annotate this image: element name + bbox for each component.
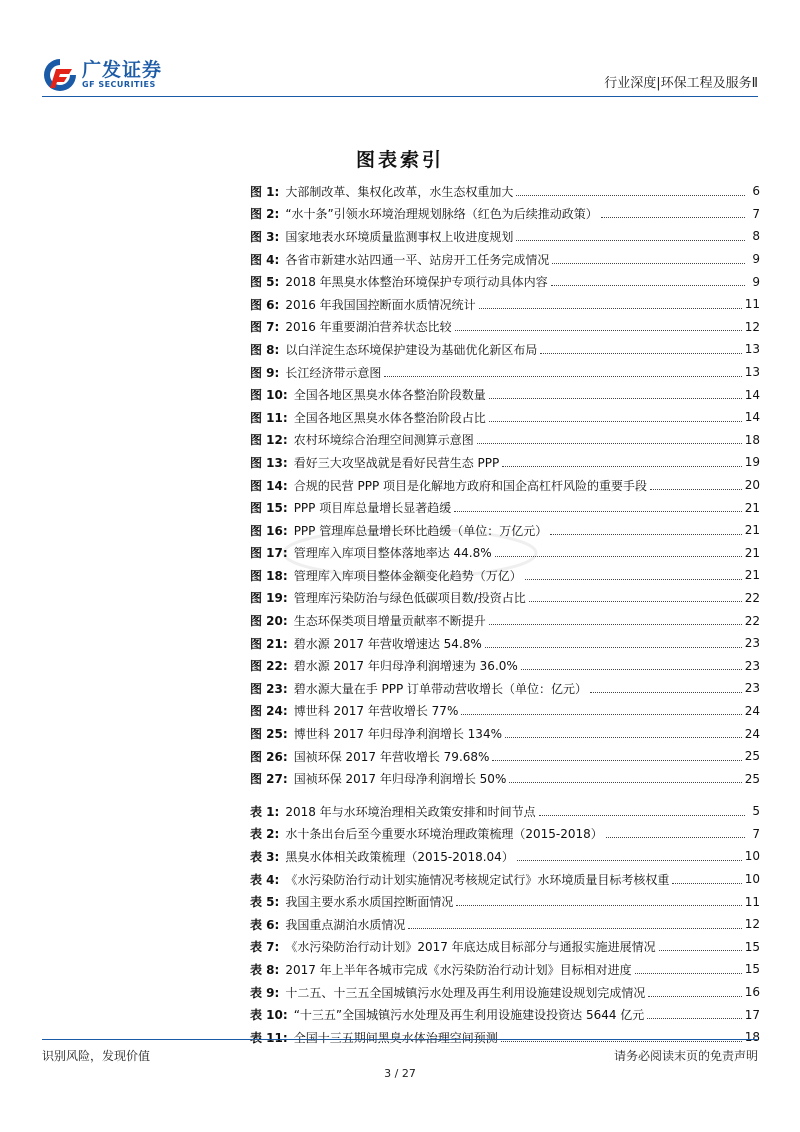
figure-entry-leader <box>529 601 742 602</box>
figure-entry-leader <box>485 647 742 648</box>
figure-entry-label: 图 9: <box>250 365 280 380</box>
figure-entry-label: 图 20: <box>250 614 288 629</box>
figure-entry-label: 图 14: <box>250 478 288 493</box>
figure-entry-title: 2016 年我国国控断面水质情况统计 <box>285 297 476 312</box>
figure-entry[interactable] <box>250 632 760 655</box>
figure-entry-page: 13 <box>744 342 760 357</box>
table-entry-leader <box>672 883 741 884</box>
figure-entry[interactable] <box>250 293 760 316</box>
figure-entry-label: 图 27: <box>250 772 288 787</box>
table-entry-leader <box>456 905 741 906</box>
figure-entry-title: 看好三大攻坚战就是看好民营生态 PPP <box>293 455 500 470</box>
table-entry-title: 十二五、十三五全国城镇污水处理及再生利用设施建设规划完成情况 <box>285 985 646 1000</box>
table-entry-leader <box>659 950 742 951</box>
figure-entry[interactable] <box>250 429 760 452</box>
table-entry-title: 我国主要水系水质国控断面情况 <box>285 895 454 910</box>
figure-entry-leader <box>551 285 745 286</box>
figure-entry-title: PPP 项目库总量增长显著趋缓 <box>293 501 452 516</box>
figure-entry-title: 管理库污染防治与绿色低碳项目数/投资占比 <box>293 591 526 606</box>
figure-entry-label: 图 25: <box>250 727 288 742</box>
figure-entry-page: 21 <box>744 568 760 583</box>
figure-entry-leader <box>502 466 742 467</box>
table-entry-label: 表 5: <box>250 895 280 910</box>
table-entry-page: 17 <box>744 1007 760 1022</box>
figure-entry-page: 6 <box>752 184 760 199</box>
figure-entry-title: 2018 年黑臭水体整治环境保护专项行动具体内容 <box>285 275 548 290</box>
figure-entry-title: 碧水源 2017 年归母净利润增速为 36.0% <box>293 659 518 674</box>
table-index <box>250 800 760 1049</box>
figure-entry-page: 13 <box>744 365 760 380</box>
figure-entry-leader <box>590 692 742 693</box>
report-header <box>42 55 758 95</box>
figure-entry-label: 图 4: <box>250 252 280 267</box>
table-entry[interactable] <box>250 890 760 913</box>
figure-entry-page: 22 <box>744 613 760 628</box>
figure-entry[interactable] <box>250 474 760 497</box>
figure-entry-label: 图 16: <box>250 523 288 538</box>
figure-entry[interactable] <box>250 745 760 768</box>
table-entry-label: 表 6: <box>250 917 280 932</box>
figure-entry-page: 8 <box>752 229 760 244</box>
figure-entry-label: 图 22: <box>250 659 288 674</box>
figure-entry[interactable] <box>250 270 760 293</box>
table-entry-title: 《水污染防治行动计划实施情况考核规定试行》水环境质量目标考核权重 <box>285 872 670 887</box>
figure-entry-leader <box>489 421 742 422</box>
table-entry-page: 16 <box>744 985 760 1000</box>
figure-entry-page: 22 <box>744 590 760 605</box>
figure-entry-title: 国祯环保 2017 年归母净利润增长 50% <box>293 772 507 787</box>
figure-entry-leader <box>516 240 745 241</box>
figure-entry[interactable] <box>250 587 760 610</box>
report-category: 行业深度|环保工程及服务Ⅱ <box>604 76 758 91</box>
logo-english-name: GF SECURITIES <box>82 80 156 89</box>
figure-entry-page: 12 <box>744 319 760 334</box>
figure-entry[interactable] <box>250 767 760 790</box>
figure-entry[interactable] <box>250 609 760 632</box>
figure-entry-title: 以白洋淀生态环境保护建设为基础优化新区布局 <box>285 342 538 357</box>
figure-entry[interactable] <box>250 451 760 474</box>
table-entry-leader <box>606 837 745 838</box>
table-entry-leader <box>501 1041 742 1042</box>
figure-entry-page: 14 <box>744 387 760 402</box>
table-entry-title: 黑臭水体相关政策梳理（2015-2018.04） <box>285 849 514 864</box>
figure-entry-leader <box>489 398 742 399</box>
figure-entry-title: 全国各地区黑臭水体各整治阶段数量 <box>293 388 486 403</box>
figure-entry-label: 图 17: <box>250 546 288 561</box>
table-entry-page: 5 <box>752 804 760 819</box>
figure-entry[interactable] <box>250 700 760 723</box>
figure-index <box>250 180 760 790</box>
figure-entry-page: 24 <box>744 726 760 741</box>
figure-entry-title: 博世科 2017 年归母净利润增长 134% <box>293 727 502 742</box>
figure-entry-leader <box>505 737 742 738</box>
figure-entry-title: 农村环境综合治理空间测算示意图 <box>293 433 474 448</box>
figure-entry-page: 21 <box>744 500 760 515</box>
figure-entry-page: 19 <box>744 455 760 470</box>
figure-entry-title: PPP 管理库总量增长环比趋缓（单位：万亿元） <box>293 523 548 538</box>
figure-entry-title: 全国各地区黑臭水体各整治阶段占比 <box>293 410 486 425</box>
figure-entry-label: 图 6: <box>250 297 280 312</box>
table-entry-label: 表 4: <box>250 872 280 887</box>
table-entry-page: 11 <box>744 894 760 909</box>
figure-entry[interactable] <box>250 722 760 745</box>
header-divider <box>42 96 758 97</box>
figure-entry[interactable] <box>250 225 760 248</box>
table-entry-label: 表 1: <box>250 804 280 819</box>
figure-entry-page: 23 <box>744 681 760 696</box>
table-entry-leader <box>408 928 741 929</box>
footer-disclaimer: 请务必阅读末页的免责声明 <box>613 1049 758 1063</box>
logo-chinese-name: 广发证券 <box>82 59 163 81</box>
figure-entry-page: 18 <box>744 432 760 447</box>
figure-entry-title: 碧水源大量在手 PPP 订单带动营收增长（单位：亿元） <box>293 681 588 696</box>
figure-entry-label: 图 21: <box>250 636 288 651</box>
figure-entry-label: 图 12: <box>250 433 288 448</box>
table-entry[interactable] <box>250 1003 760 1026</box>
table-entry-leader <box>648 996 741 997</box>
table-entry-label: 表 9: <box>250 985 280 1000</box>
page-title: 图表索引 <box>355 149 444 171</box>
figure-entry-page: 21 <box>744 523 760 538</box>
figure-entry-leader <box>479 308 742 309</box>
table-entry[interactable] <box>250 913 760 936</box>
figure-entry-label: 图 23: <box>250 681 288 696</box>
table-entry-page: 10 <box>744 849 760 864</box>
figure-entry[interactable] <box>250 248 760 271</box>
table-entry-page: 18 <box>744 1030 760 1045</box>
figure-entry-title: 博世科 2017 年营收增长 77% <box>293 704 459 719</box>
figure-entry-label: 图 7: <box>250 320 280 335</box>
gf-logo-icon <box>42 57 78 93</box>
table-entry-page: 15 <box>744 962 760 977</box>
figure-entry-page: 23 <box>744 658 760 673</box>
figure-entry-label: 图 18: <box>250 568 288 583</box>
watermark <box>280 525 540 581</box>
table-entry-title: 《水污染防治行动计划》2017 年底达成目标部分与通报实施进展情况 <box>285 940 656 955</box>
figure-entry-title: 长江经济带示意图 <box>285 365 382 380</box>
figure-entry[interactable] <box>250 654 760 677</box>
table-entry[interactable] <box>250 936 760 959</box>
figure-entry-title: 管理库入库项目整体金额变化趋势（万亿） <box>293 568 522 583</box>
figure-entry[interactable] <box>250 180 760 203</box>
table-entry[interactable] <box>250 823 760 846</box>
figure-entry-leader <box>650 489 742 490</box>
figure-entry-leader <box>455 330 742 331</box>
table-entry-leader <box>647 1018 741 1019</box>
figure-entry[interactable] <box>250 316 760 339</box>
figure-entry-title: 各省市新建水站四通一平、站房开工任务完成情况 <box>285 252 550 267</box>
figure-entry-label: 图 26: <box>250 749 288 764</box>
table-entry-leader <box>539 815 745 816</box>
table-entry-label: 表 11: <box>250 1030 288 1045</box>
figure-entry-title: “水十条”引领水环境治理规划脉络（红色为后续推动政策） <box>285 207 598 222</box>
table-entry[interactable] <box>250 958 760 981</box>
table-entry-label: 表 3: <box>250 849 280 864</box>
table-entry[interactable] <box>250 981 760 1004</box>
figure-entry-leader <box>492 760 741 761</box>
figure-entry-leader <box>550 534 742 535</box>
figure-entry-label: 图 19: <box>250 591 288 606</box>
page-number: 3 / 27 <box>384 1067 416 1080</box>
figure-entry-title: 大部制改革、集权化改革，水生态权重加大 <box>285 184 514 199</box>
figure-entry-page: 7 <box>752 206 760 221</box>
table-entry-page: 12 <box>744 917 760 932</box>
figure-entry-leader <box>477 443 742 444</box>
figure-entry-label: 图 2: <box>250 207 280 222</box>
figure-entry-label: 图 5: <box>250 275 280 290</box>
table-entry-label: 表 7: <box>250 940 280 955</box>
table-entry-page: 15 <box>744 939 760 954</box>
footer-divider <box>42 1039 758 1040</box>
figure-entry-label: 图 24: <box>250 704 288 719</box>
figure-entry-title: 2016 年重要湖泊营养状态比较 <box>285 320 452 335</box>
figure-entry-leader <box>525 579 742 580</box>
figure-entry-leader <box>489 624 742 625</box>
figure-entry-label: 图 3: <box>250 229 280 244</box>
figure-entry-title: 碧水源 2017 年营收增速达 54.8% <box>293 636 482 651</box>
table-entry-leader <box>517 860 742 861</box>
figure-entry-page: 25 <box>744 771 760 786</box>
table-entry[interactable] <box>250 1026 760 1049</box>
figure-entry-page: 20 <box>744 478 760 493</box>
figure-entry-label: 图 13: <box>250 455 288 470</box>
figure-entry-page: 21 <box>744 545 760 560</box>
figure-entry-title: 生态环保类项目增量贡献率不断提升 <box>293 614 486 629</box>
figure-entry-title: 国祯环保 2017 年营收增长 79.68% <box>293 749 490 764</box>
figure-entry-page: 9 <box>752 274 760 289</box>
figure-entry-leader <box>540 353 741 354</box>
figure-entry-leader <box>552 263 745 264</box>
figure-entry-leader <box>601 217 745 218</box>
figure-entry-label: 图 1: <box>250 184 280 199</box>
figure-entry-label: 图 15: <box>250 501 288 516</box>
figure-entry-leader <box>509 782 741 783</box>
figure-entry-leader <box>521 669 742 670</box>
table-entry[interactable] <box>250 845 760 868</box>
figure-entry-page: 24 <box>744 703 760 718</box>
figure-entry[interactable] <box>250 496 760 519</box>
table-entry[interactable] <box>250 868 760 891</box>
table-entry-title: 我国重点湖泊水质情况 <box>285 917 406 932</box>
figure-entry-page: 9 <box>752 252 760 267</box>
table-entry[interactable] <box>250 800 760 823</box>
figure-entry-page: 23 <box>744 636 760 651</box>
figure-entry[interactable] <box>250 203 760 226</box>
table-entry-label: 表 10: <box>250 1008 288 1023</box>
figure-entry-label: 图 8: <box>250 342 280 357</box>
table-entry-title: 全国十三五期间黑臭水体治理空间预测 <box>293 1030 498 1045</box>
table-entry-page: 7 <box>752 826 760 841</box>
figure-entry-leader <box>461 714 741 715</box>
table-entry-title: 2018 年与水环境治理相关政策安排和时间节点 <box>285 804 536 819</box>
figure-entry-title: 管理库入库项目整体落地率达 44.8% <box>293 546 492 561</box>
figure-entry[interactable] <box>250 361 760 384</box>
figure-entry[interactable] <box>250 406 760 429</box>
table-entry-leader <box>635 973 742 974</box>
figure-entry[interactable] <box>250 383 760 406</box>
figure-entry[interactable] <box>250 677 760 700</box>
figure-entry-title: 国家地表水环境质量监测事权上收进度规划 <box>285 229 514 244</box>
table-entry-page: 10 <box>744 872 760 887</box>
table-entry-label: 表 8: <box>250 962 280 977</box>
figure-entry[interactable] <box>250 338 760 361</box>
figure-entry-leader <box>384 376 741 377</box>
figure-entry-leader <box>516 195 745 196</box>
table-entry-label: 表 2: <box>250 827 280 842</box>
figure-entry-label: 图 11: <box>250 410 288 425</box>
figure-entry-page: 25 <box>744 749 760 764</box>
figure-entry-title: 合规的民营 PPP 项目是化解地方政府和国企高杠杆风险的重要手段 <box>293 478 648 493</box>
table-entry-title: “十三五”全国城镇污水处理及再生利用设施建设投资达 5644 亿元 <box>293 1008 645 1023</box>
figure-entry-label: 图 10: <box>250 388 288 403</box>
table-entry-title: 2017 年上半年各城市完成《水污染防治行动计划》目标相对进度 <box>285 962 632 977</box>
figure-entry-page: 14 <box>744 410 760 425</box>
figure-entry-page: 11 <box>744 297 760 312</box>
footer-slogan: 识别风险，发现价值 <box>42 1049 151 1063</box>
table-entry-title: 水十条出台后至今重要水环境治理政策梳理（2015-2018） <box>285 827 603 842</box>
figure-entry-leader <box>454 511 742 512</box>
